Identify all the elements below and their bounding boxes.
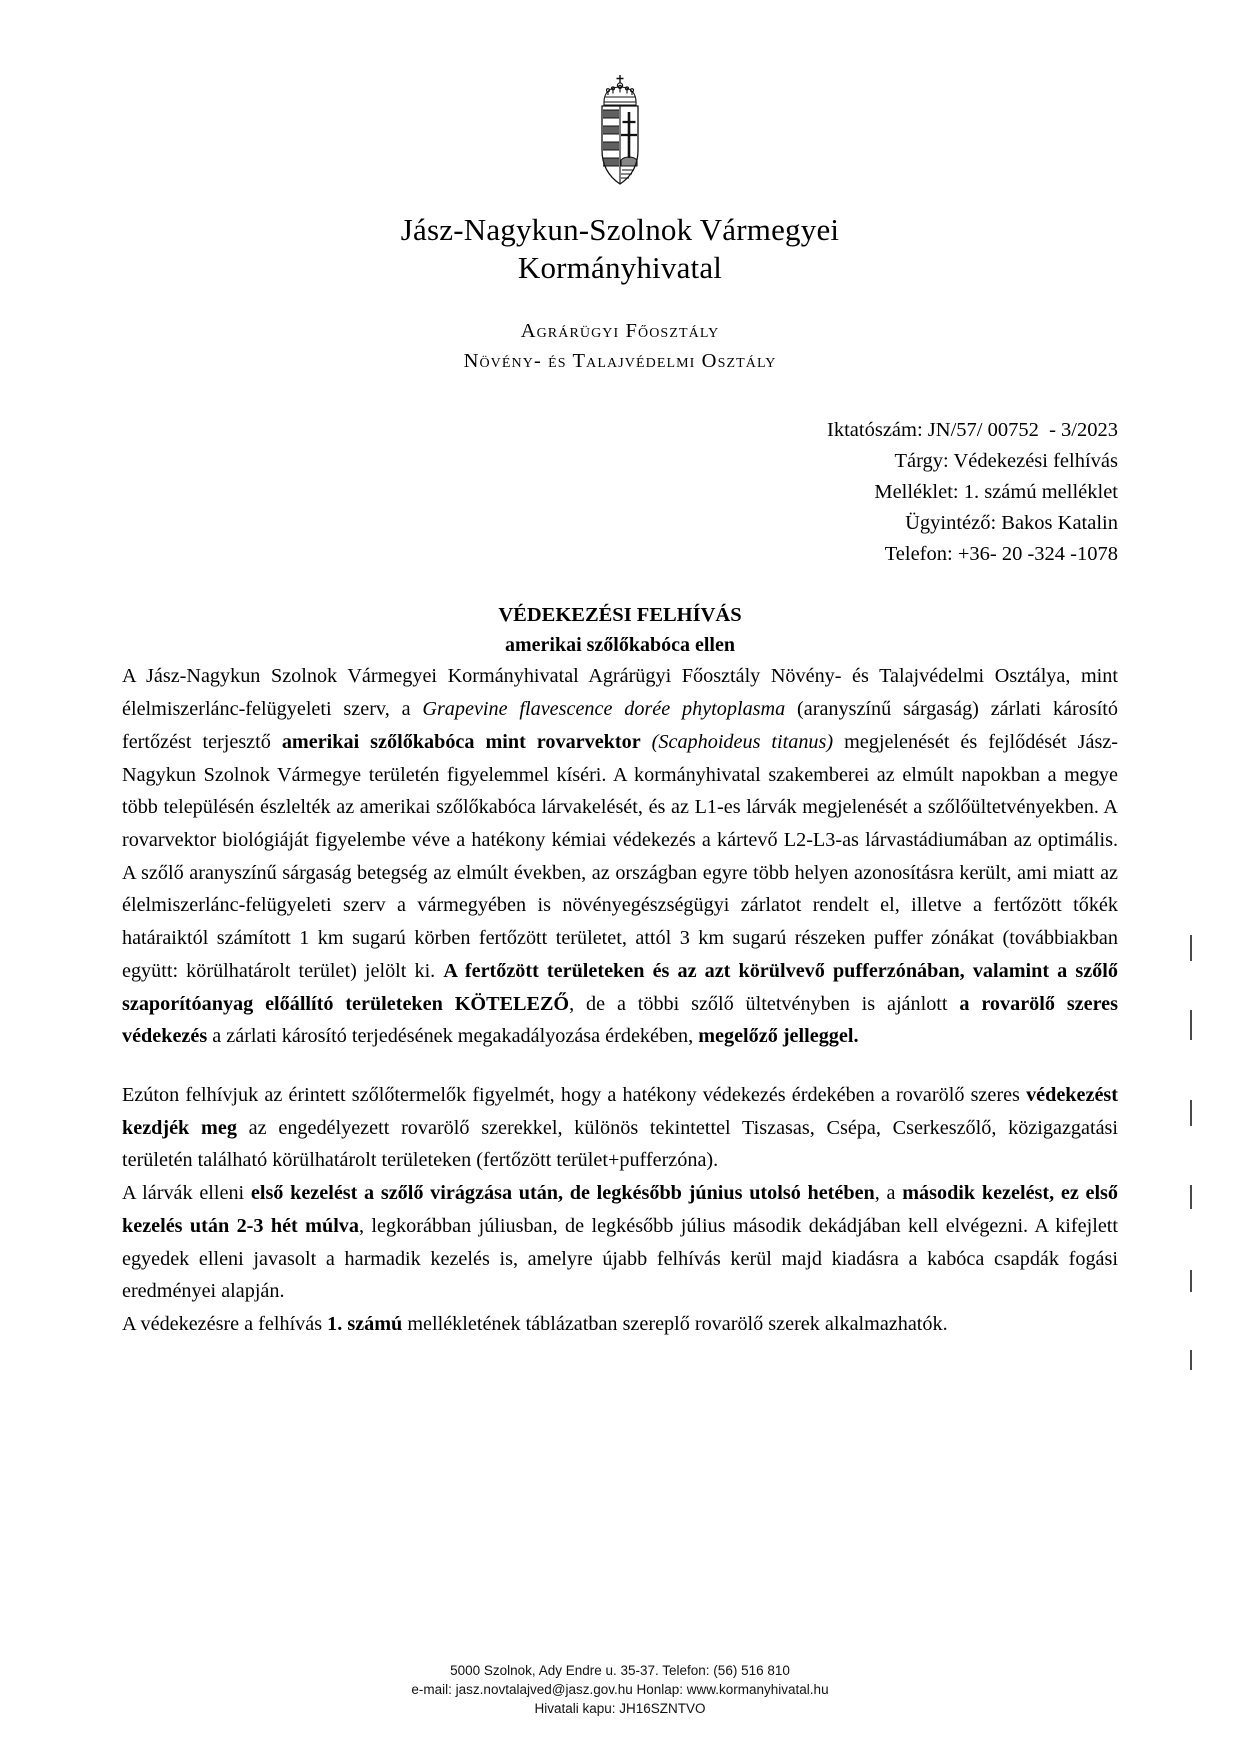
p1-segment-10: a zárlati károsító terjedésének megakadályozása érdekében, xyxy=(207,1025,699,1048)
p1-segment-3: (aranyszínű sárgaság) zárlati károsító fertőzést terjesztő xyxy=(122,698,1118,753)
p1-insecticide-bold: a rovarölő szeres védekezés xyxy=(122,992,1119,1048)
scan-edge-mark-1 xyxy=(1190,935,1192,961)
scan-edge-mark-5 xyxy=(1190,1270,1192,1292)
meta-telefon: Telefon: +36- 20 -324 -1078 xyxy=(884,543,1118,566)
footer-hivatali-kapu-line: Hivatali kapu: JH16SZNTVO xyxy=(534,1700,706,1716)
p4-annex-number-bold: 1. számú xyxy=(327,1313,403,1336)
department-line-1: Agrárügyi Főosztály xyxy=(520,320,720,343)
p1-vector-latin-name: (Scaphoideus titanus) xyxy=(640,730,834,753)
p1-segment-6: megjelenését és fejlődését Jász-Nagykun Szolnok Vármegye területén figyelemmel kíséri. A kormányhivatal szakemberei az elmúlt napokban a megye több településén észlelték az amerikai szőlőkabóca lárvakelését, és az L1-es lárvák megjelenését a szőlőültetvényekben. A rovarvektor biológiáját figyelembe véve a hatékony kémiai védekezés a kártevő L2-L3-as lárvastádiumában az optimális. A szőlő aranyszínű sárgaság betegség az elmúlt években, az országban egyre több helyen azonosításra került, ami miatt az élelmiszerlánc-felügyeleti szerv a vármegyében is növényegészségügyi zárlatot rendelt el, illetve a fertőzött tőkék határaiktól számított 1 km sugarú körben fertőzött területet, attól 3 km sugarú részeken puffer zónákat (továbbiakban együtt: körülhatárolt terület) jelölt ki. xyxy=(122,730,1119,982)
footer-address-line: 5000 Szolnok, Ady Endre u. 35-37. Telefon: (56) 516 810 xyxy=(450,1662,790,1678)
document-title-main: VÉDEKEZÉSI FELHÍVÁS xyxy=(498,604,742,627)
p1-vector-bold: amerikai szőlőkabóca mint rovarvektor xyxy=(281,730,641,753)
meta-targy: Tárgy: Védekezési felhívás xyxy=(894,449,1118,472)
p2-start-treatment-bold: védekezést kezdjék meg xyxy=(122,1084,1118,1139)
p4-segment-1: A védekezésre a felhívás xyxy=(122,1313,328,1336)
org-name-line-2: Kormányhivatal xyxy=(517,250,723,286)
p3-segment-3: , a xyxy=(874,1182,903,1205)
p2-segment-3: az engedélyezett rovarölő szerekkel, különös tekintettel Tiszasas, Csépa, Cserkeszőlő, közigazgatási területén található körülhatárolt területeken (fertőzött terület+pufferzóna). xyxy=(122,1116,1118,1172)
document-metadata xyxy=(0,415,1240,571)
footer-contact-line: e-mail: jasz.novtalajved@jasz.gov.hu Honlap: www.kormanyhivatal.hu xyxy=(411,1681,829,1697)
p3-first-treatment-bold: első kezelést a szőlő virágzása után, de legkésőbb június utolsó hetében xyxy=(250,1182,875,1205)
p3-second-treatment-bold: második kezelést, ez első kezelés után 2-3 hét múlva xyxy=(122,1182,1119,1237)
paragraph-2 xyxy=(122,1079,1118,1177)
crest-container xyxy=(0,0,1240,197)
meta-iktatoszam: Iktatószám: JN/57/ 00752 - 3/2023 xyxy=(827,418,1118,441)
scan-edge-mark-4 xyxy=(1190,1185,1192,1209)
meta-melleklet: Melléklet: 1. számú melléklet xyxy=(874,481,1118,503)
p3-segment-1: A lárvák elleni xyxy=(122,1182,251,1205)
document-body xyxy=(122,660,1118,1340)
org-name-line-1: Jász-Nagykun-Szolnok Vármegyei xyxy=(400,212,840,247)
p1-species-name: Grapevine flavescence dorée phytoplasma xyxy=(422,698,786,721)
scan-edge-mark-6 xyxy=(1190,1350,1192,1370)
p2-segment-1: Ezúton felhívjuk az érintett szőlőtermelők figyelmét, hogy a hatékony védekezés érdekében a rovarölő szeres xyxy=(122,1084,1027,1107)
document-title xyxy=(0,600,1240,660)
department-line-2: Növény- és Talajvédelmi Osztály xyxy=(463,349,777,372)
document-title-subtitle: amerikai szőlőkabóca ellen xyxy=(505,633,735,656)
hungarian-coat-of-arms-icon xyxy=(577,72,663,192)
page-footer xyxy=(0,1661,1240,1718)
meta-ugyintezo: Ügyintéző: Bakos Katalin xyxy=(905,512,1118,535)
paragraph-1 xyxy=(122,660,1118,1053)
scan-edge-mark-3 xyxy=(1190,1100,1192,1126)
p1-preventive-bold: megelőző jelleggel. xyxy=(698,1025,859,1048)
department-block xyxy=(0,317,1240,376)
scan-edge-mark-2 xyxy=(1190,1010,1192,1040)
p1-segment-1: A Jász-Nagykun Szolnok Vármegyei Kormányhivatal Agrárügyi Főosztály Növény- és Talajvédelmi Osztálya, mint élelmiszerlánc-felügyeleti szerv, a xyxy=(122,665,1118,721)
p3-segment-5: , legkorábban júliusban, de legkésőbb július második dekádjában kell elvégezni. A kifejlett egyedek elleni javasolt a harmadik kezelés is, amelyre újabb felhívás kerül majd kiadásra a kabóca csapdák fogási eredményei alapján. xyxy=(122,1214,1118,1303)
p4-segment-3: mellékletének táblázatban szereplő rovarölő szerek alkalmazhatók. xyxy=(402,1313,948,1336)
p1-mandatory-bold: A fertőzött területeken és az azt körülvevő pufferzónában, valamint a szőlő szaporítóanyag előállító területeken KÖTELEZŐ xyxy=(122,959,1118,1015)
p1-segment-8: , de a többi szőlő ültetvényben is ajánlott xyxy=(569,992,960,1015)
paragraph-4 xyxy=(122,1308,1118,1341)
paragraph-3 xyxy=(122,1177,1118,1308)
organization-title xyxy=(0,211,1240,287)
